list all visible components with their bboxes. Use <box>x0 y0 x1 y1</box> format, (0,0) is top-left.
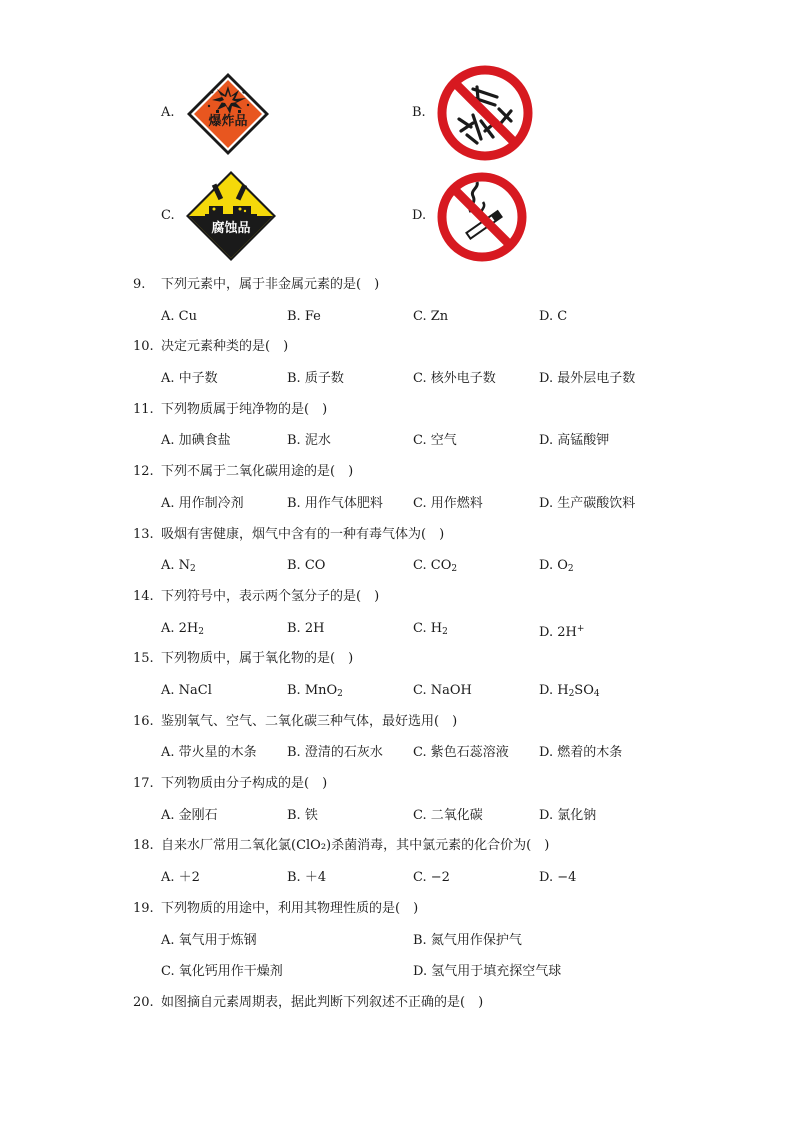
choice-c[interactable]: C. 氧化钙用作干燥剂 <box>161 964 283 979</box>
choice-c[interactable]: C. 用作燃料 <box>413 496 483 511</box>
choice-text: SO <box>574 683 594 698</box>
choice-b[interactable]: B. 泥水 <box>287 433 331 448</box>
question-stem: 决定元素种类的是( ) <box>161 339 289 354</box>
question-number: 17. <box>133 776 154 791</box>
question-stem: 下列不属于二氧化碳用途的是( ) <box>161 464 354 479</box>
choice-c[interactable]: C. 紫色石蕊溶液 <box>413 745 509 760</box>
choice-d[interactable]: D. 氯化钠 <box>539 808 597 823</box>
question-stem: 鉴别氧气、空气、二氧化碳三种气体，最好选用( ) <box>161 714 458 729</box>
option-a-label: A. <box>161 105 175 120</box>
subscript: 4 <box>593 689 600 699</box>
no-fireworks-icon <box>437 65 533 161</box>
question-number: 20. <box>133 995 154 1010</box>
choice-text: D. H <box>539 683 569 698</box>
choice-a[interactable]: A. 用作制冷剂 <box>161 496 244 511</box>
choice-text: C. CO <box>413 558 452 573</box>
option-b-label: B. <box>412 105 426 120</box>
choice-c[interactable]: C. 二氧化碳 <box>413 808 483 823</box>
choice-text: A. N <box>161 558 191 573</box>
choice-b[interactable]: B. 澄清的石灰水 <box>287 745 383 760</box>
choice-a[interactable]: A. Cu <box>161 309 197 324</box>
question-number: 10. <box>133 339 154 354</box>
question-stem: 下列符号中，表示两个氢分子的是( ) <box>161 589 380 604</box>
choice-text: C. NaOH <box>413 683 472 698</box>
choice-a[interactable] <box>161 621 204 640</box>
question-number: 19. <box>133 901 154 916</box>
choice-text: B. CO <box>287 558 326 573</box>
option-c-label: C. <box>161 208 175 223</box>
choice-b[interactable]: B. 质子数 <box>287 371 344 386</box>
corrosive-caption: 腐蚀品 <box>211 221 251 236</box>
choice-c[interactable] <box>413 621 448 640</box>
choice-a[interactable]: A. 带火星的木条 <box>161 745 257 760</box>
question-number: 13. <box>133 527 154 542</box>
choice-text: C. H <box>413 621 443 636</box>
choice-c[interactable]: C. −2 <box>413 870 450 885</box>
choice-text: D. O <box>539 558 568 573</box>
choice-d[interactable]: D. 最外层电子数 <box>539 371 636 386</box>
question-number: 15. <box>133 651 154 666</box>
choice-text: B. MnO <box>287 683 338 698</box>
choice-b[interactable]: B. ＋4 <box>287 870 327 885</box>
choice-c[interactable]: C. 核外电子数 <box>413 371 496 386</box>
question-stem: 下列物质的用途中，利用其物理性质的是( ) <box>161 901 419 916</box>
choice-b[interactable]: B. 氮气用作保护气 <box>413 933 522 948</box>
question-stem: 下列元素中，属于非金属元素的是( ) <box>161 277 380 292</box>
choice-a[interactable]: A. 加碘食盐 <box>161 433 231 448</box>
choice-b[interactable] <box>287 621 324 637</box>
choice-a[interactable]: A. ＋2 <box>161 870 200 885</box>
choice-d[interactable]: D. 氢气用于填充探空气球 <box>413 964 562 979</box>
question-number: 11. <box>133 402 154 417</box>
superscript: + <box>576 624 585 634</box>
question-number: 14. <box>133 589 154 604</box>
choice-b[interactable] <box>287 558 325 574</box>
subscript: 2 <box>190 564 196 574</box>
option-d-label: D. <box>412 208 427 223</box>
subscript: 2 <box>442 627 448 637</box>
choice-a[interactable] <box>161 558 196 577</box>
subscript: 2 <box>337 689 343 699</box>
question-stem: 自来水厂常用二氧化氯(ClO₂)杀菌消毒，其中氯元素的化合价为( ) <box>161 838 550 853</box>
choice-d[interactable] <box>539 683 600 702</box>
question-stem: 下列物质由分子构成的是( ) <box>161 776 328 791</box>
choice-a[interactable]: A. 金刚石 <box>161 808 218 823</box>
choice-d[interactable]: D. 高锰酸钾 <box>539 433 610 448</box>
choice-a[interactable]: A. 氧气用于炼钢 <box>161 933 257 948</box>
subscript: 2 <box>567 564 574 574</box>
choice-b[interactable]: B. 铁 <box>287 808 318 823</box>
choice-d[interactable] <box>539 621 584 641</box>
choice-d[interactable]: D. 生产碳酸饮料 <box>539 496 636 511</box>
question-stem: 下列物质属于纯净物的是( ) <box>161 402 328 417</box>
choice-b[interactable]: B. 用作气体肥料 <box>287 496 383 511</box>
choice-b[interactable]: B. Fe <box>287 309 321 324</box>
corrosive-icon <box>185 170 277 262</box>
choice-a[interactable] <box>161 683 212 699</box>
question-number: 16. <box>133 714 154 729</box>
no-smoking-icon <box>437 172 527 262</box>
question-number: 12. <box>133 464 154 479</box>
choice-d[interactable]: D. −4 <box>539 870 577 885</box>
choice-text: D. 2H <box>539 625 577 640</box>
choice-c[interactable] <box>413 558 457 577</box>
subscript: 2 <box>451 564 458 574</box>
question-number: 9. <box>133 277 146 292</box>
choice-a[interactable]: A. 中子数 <box>161 371 218 386</box>
subscript: 2 <box>568 689 575 699</box>
question-number: 18. <box>133 838 154 853</box>
choice-text: A. NaCl <box>161 683 212 698</box>
choice-d[interactable]: D. C <box>539 309 568 324</box>
choice-c[interactable]: C. 空气 <box>413 433 457 448</box>
choice-c[interactable] <box>413 683 472 699</box>
choice-d[interactable] <box>539 558 574 577</box>
choice-b[interactable] <box>287 683 343 702</box>
question-stem: 下列物质中，属于氧化物的是( ) <box>161 651 354 666</box>
explosive-hazard-sign[interactable] <box>186 72 270 156</box>
explosive-caption: 爆炸品 <box>208 114 248 129</box>
choice-d[interactable]: D. 燃着的木条 <box>539 745 623 760</box>
choice-text: A. 2H <box>161 621 199 636</box>
subscript: 2 <box>198 627 204 637</box>
choice-c[interactable]: C. Zn <box>413 309 449 324</box>
question-stem: 如图摘自元素周期表，据此判断下列叙述不正确的是( ) <box>161 995 484 1010</box>
question-stem: 吸烟有害健康，烟气中含有的一种有毒气体为( ) <box>161 527 445 542</box>
corrosive-hazard-sign[interactable] <box>185 170 277 262</box>
no-fireworks-sign[interactable] <box>437 65 533 161</box>
no-smoking-sign[interactable] <box>437 172 527 262</box>
choice-text: B. 2H <box>287 621 325 636</box>
